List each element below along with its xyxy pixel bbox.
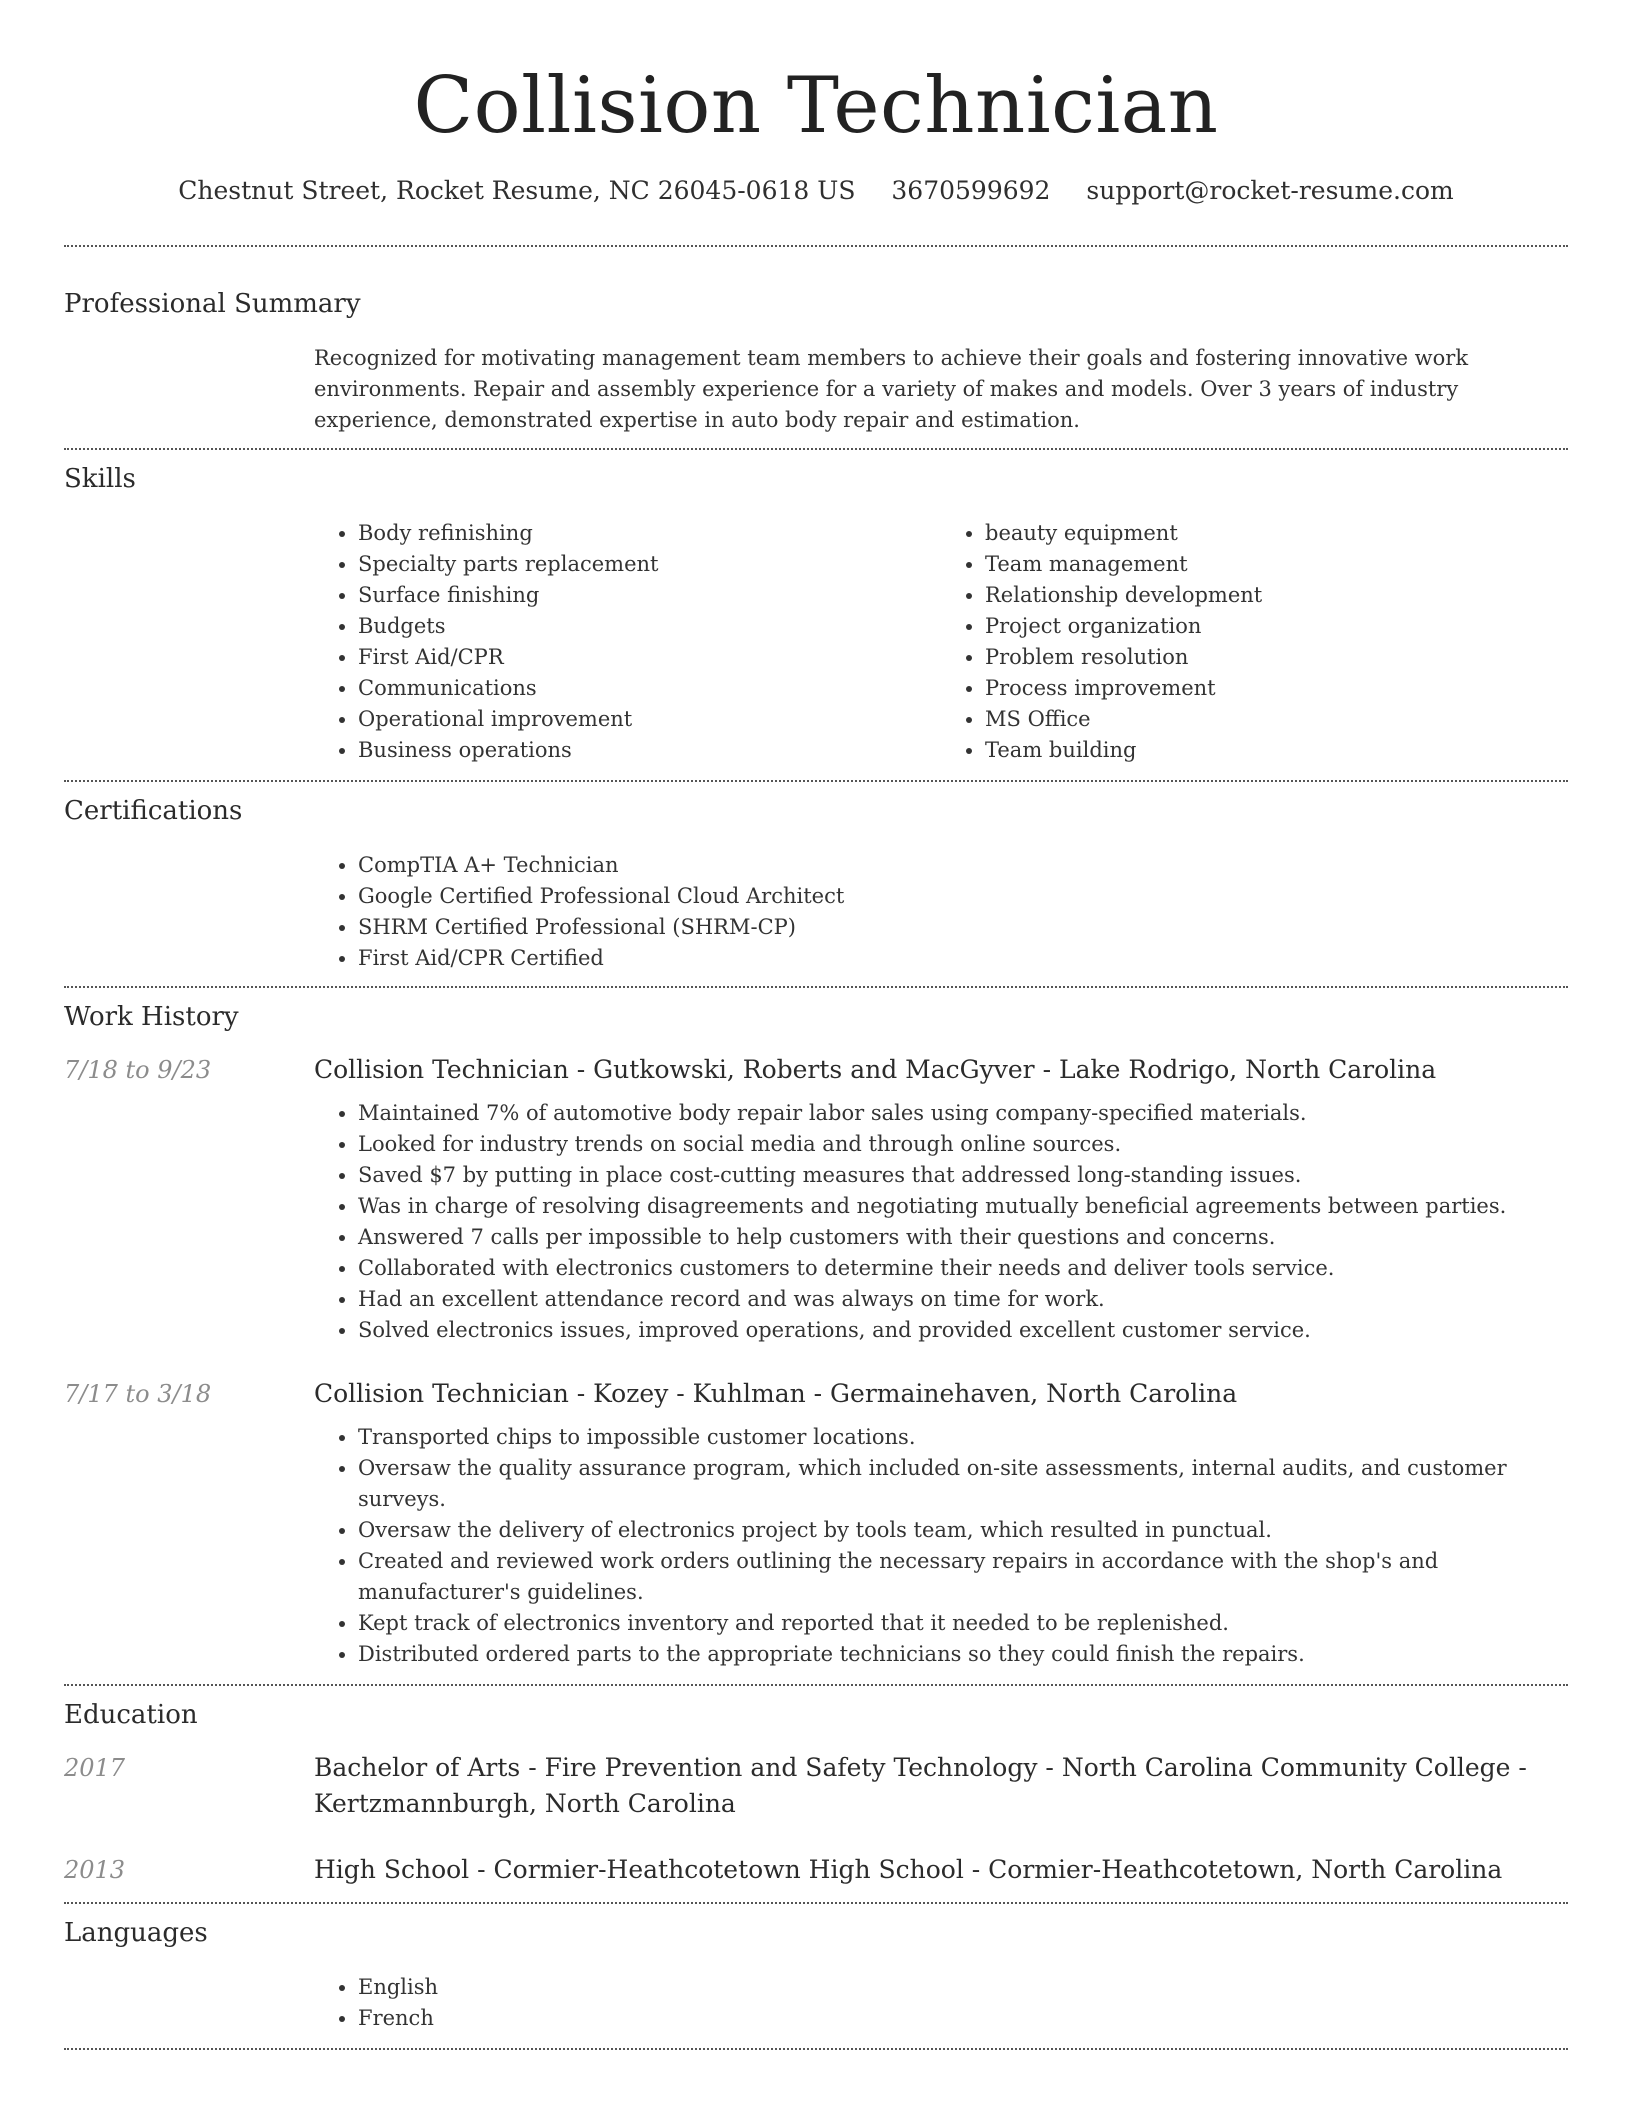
skill-item: • Specialty parts replacement [358, 549, 941, 580]
job-bullet-list [314, 1098, 1568, 1346]
education-school: North Carolina Community College [1061, 1752, 1511, 1782]
summary-section [64, 247, 1568, 436]
skill-item: • beauty equipment [985, 518, 1568, 549]
education-school: Cormier-Heathcotetown High School [493, 1854, 964, 1884]
skill-item: • Relationship development [985, 580, 1568, 611]
education-section [64, 1686, 1568, 1888]
divider [64, 2048, 1568, 2050]
education-degree: High School [314, 1854, 470, 1884]
education-entry [64, 1852, 1568, 1888]
job-location: Germainehaven, North Carolina [830, 1378, 1238, 1408]
skill-item: • Operational improvement [358, 704, 941, 735]
skills-list-right [941, 518, 1568, 766]
job-role: Collision Technician [314, 1378, 569, 1408]
skill-item: • Team building [985, 735, 1568, 766]
education-heading: High School - Cormier-Heathcotetown High School - Cormier-Heathcotetown, North Carolina [314, 1854, 1503, 1884]
contact-address: Chestnut Street, Rocket Resume, NC 26045-0618 US [178, 175, 856, 205]
skills-list-left [314, 518, 941, 766]
skill-item: • First Aid/CPR [358, 642, 941, 673]
certification-item: • First Aid/CPR Certified [358, 943, 1568, 974]
contact-phone: 3670599692 [891, 175, 1051, 205]
skill-item: • Business operations [358, 735, 941, 766]
education-location: Cormier-Heathcotetown, North Carolina [988, 1854, 1503, 1884]
skill-item: • Problem resolution [985, 642, 1568, 673]
skills-grid [314, 518, 1568, 766]
job-company: Gutkowski, Roberts and MacGyver [593, 1054, 1035, 1084]
job-heading: Collision Technician - Kozey - Kuhlman - Germainehaven, North Carolina [314, 1378, 1238, 1408]
education-entry [64, 1750, 1568, 1822]
section-title-education: Education [64, 1699, 198, 1730]
skills-section [64, 450, 1568, 766]
certifications-list [314, 850, 1568, 974]
job-bullet: • Kept track of electronics inventory and reported that it needed to be replenished. [358, 1608, 1568, 1639]
job-bullet: • Saved $7 by putting in place cost-cutting measures that addressed long-standing issues. [358, 1160, 1568, 1191]
section-title-skills: Skills [64, 463, 136, 494]
contact-email[interactable]: support@rocket-resume.com [1086, 175, 1454, 205]
section-title-summary: Professional Summary [64, 288, 361, 319]
job-date: 7/17 to 3/18 [64, 1379, 212, 1408]
job-bullet: • Created and reviewed work orders outlining the necessary repairs in accordance with the shop's and manufacturer's guidelines. [358, 1546, 1568, 1608]
contact-line [64, 176, 1568, 205]
skill-item: • Surface finishing [358, 580, 941, 611]
candidate-name: Collision Technician [413, 61, 1219, 151]
certifications-content [314, 850, 1568, 974]
language-item: • English [358, 1972, 1568, 2003]
skill-item: • Process improvement [985, 673, 1568, 704]
education-field: Fire Prevention and Safety Technology [544, 1752, 1038, 1782]
skill-item: • Project organization [985, 611, 1568, 642]
summary-text: Recognized for motivating management team members to achieve their goals and fostering innovative work environments. Repair and assembly experience for a variety of makes and models. Over 3 years of industry experience, demonstrated expertise in auto body repair and estimation. [314, 345, 1469, 432]
skill-item: • MS Office [985, 704, 1568, 735]
certifications-section [64, 782, 1568, 974]
job-bullet-list [314, 1422, 1568, 1670]
section-title-certifications: Certifications [64, 795, 243, 826]
job-entry [64, 1052, 1568, 1088]
job-bullet: • Solved electronics issues, improved operations, and provided excellent customer service. [358, 1315, 1568, 1346]
skill-item: • Communications [358, 673, 941, 704]
section-title-work: Work History [64, 1001, 239, 1032]
languages-content [314, 1972, 1568, 2034]
job-bullet: • Had an excellent attendance record and was always on time for work. [358, 1284, 1568, 1315]
education-degree: Bachelor of Arts [314, 1752, 521, 1782]
job-bullets [314, 1098, 1568, 1346]
skill-item: • Body refinishing [358, 518, 941, 549]
job-bullet: • Answered 7 calls per impossible to help customers with their questions and concerns. [358, 1222, 1568, 1253]
education-heading: Bachelor of Arts - Fire Prevention and Safety Technology - North Carolina Community College - Kertzmannburgh, North Carolina [314, 1752, 1527, 1818]
section-title-languages: Languages [64, 1917, 208, 1948]
language-item: • French [358, 2003, 1568, 2034]
education-date: 2017 [64, 1753, 126, 1782]
job-bullet: • Distributed ordered parts to the appropriate technicians so they could finish the repairs. [358, 1639, 1568, 1670]
certification-item: • Google Certified Professional Cloud Architect [358, 881, 1568, 912]
job-role: Collision Technician [314, 1054, 569, 1084]
languages-list [314, 1972, 1568, 2034]
languages-section [64, 1904, 1568, 2034]
skill-item: • Team management [985, 549, 1568, 580]
education-location: Kertzmannburgh, North Carolina [314, 1788, 736, 1818]
job-bullet: • Oversaw the delivery of electronics project by tools team, which resulted in punctual. [358, 1515, 1568, 1546]
job-bullet: • Collaborated with electronics customers to determine their needs and deliver tools service. [358, 1253, 1568, 1284]
job-bullet: • Maintained 7% of automotive body repair labor sales using company-specified materials. [358, 1098, 1568, 1129]
job-bullets [314, 1422, 1568, 1670]
job-bullet: • Oversaw the quality assurance program, which included on-site assessments, internal audits, and customer surveys. [358, 1453, 1568, 1515]
job-heading: Collision Technician - Gutkowski, Roberts and MacGyver - Lake Rodrigo, North Carolina [314, 1054, 1437, 1084]
certification-item: • SHRM Certified Professional (SHRM-CP) [358, 912, 1568, 943]
job-entry [64, 1376, 1568, 1412]
job-bullet: • Transported chips to impossible customer locations. [358, 1422, 1568, 1453]
job-date: 7/18 to 9/23 [64, 1055, 212, 1084]
certification-item: • CompTIA A+ Technician [358, 850, 1568, 881]
skill-item: • Budgets [358, 611, 941, 642]
job-company: Kozey - Kuhlman [593, 1378, 806, 1408]
job-location: Lake Rodrigo, North Carolina [1058, 1054, 1437, 1084]
job-bullet: • Looked for industry trends on social media and through online sources. [358, 1129, 1568, 1160]
job-bullet: • Was in charge of resolving disagreements and negotiating mutually beneficial agreements between parties. [358, 1191, 1568, 1222]
work-section [64, 988, 1568, 1670]
education-date: 2013 [64, 1855, 126, 1884]
